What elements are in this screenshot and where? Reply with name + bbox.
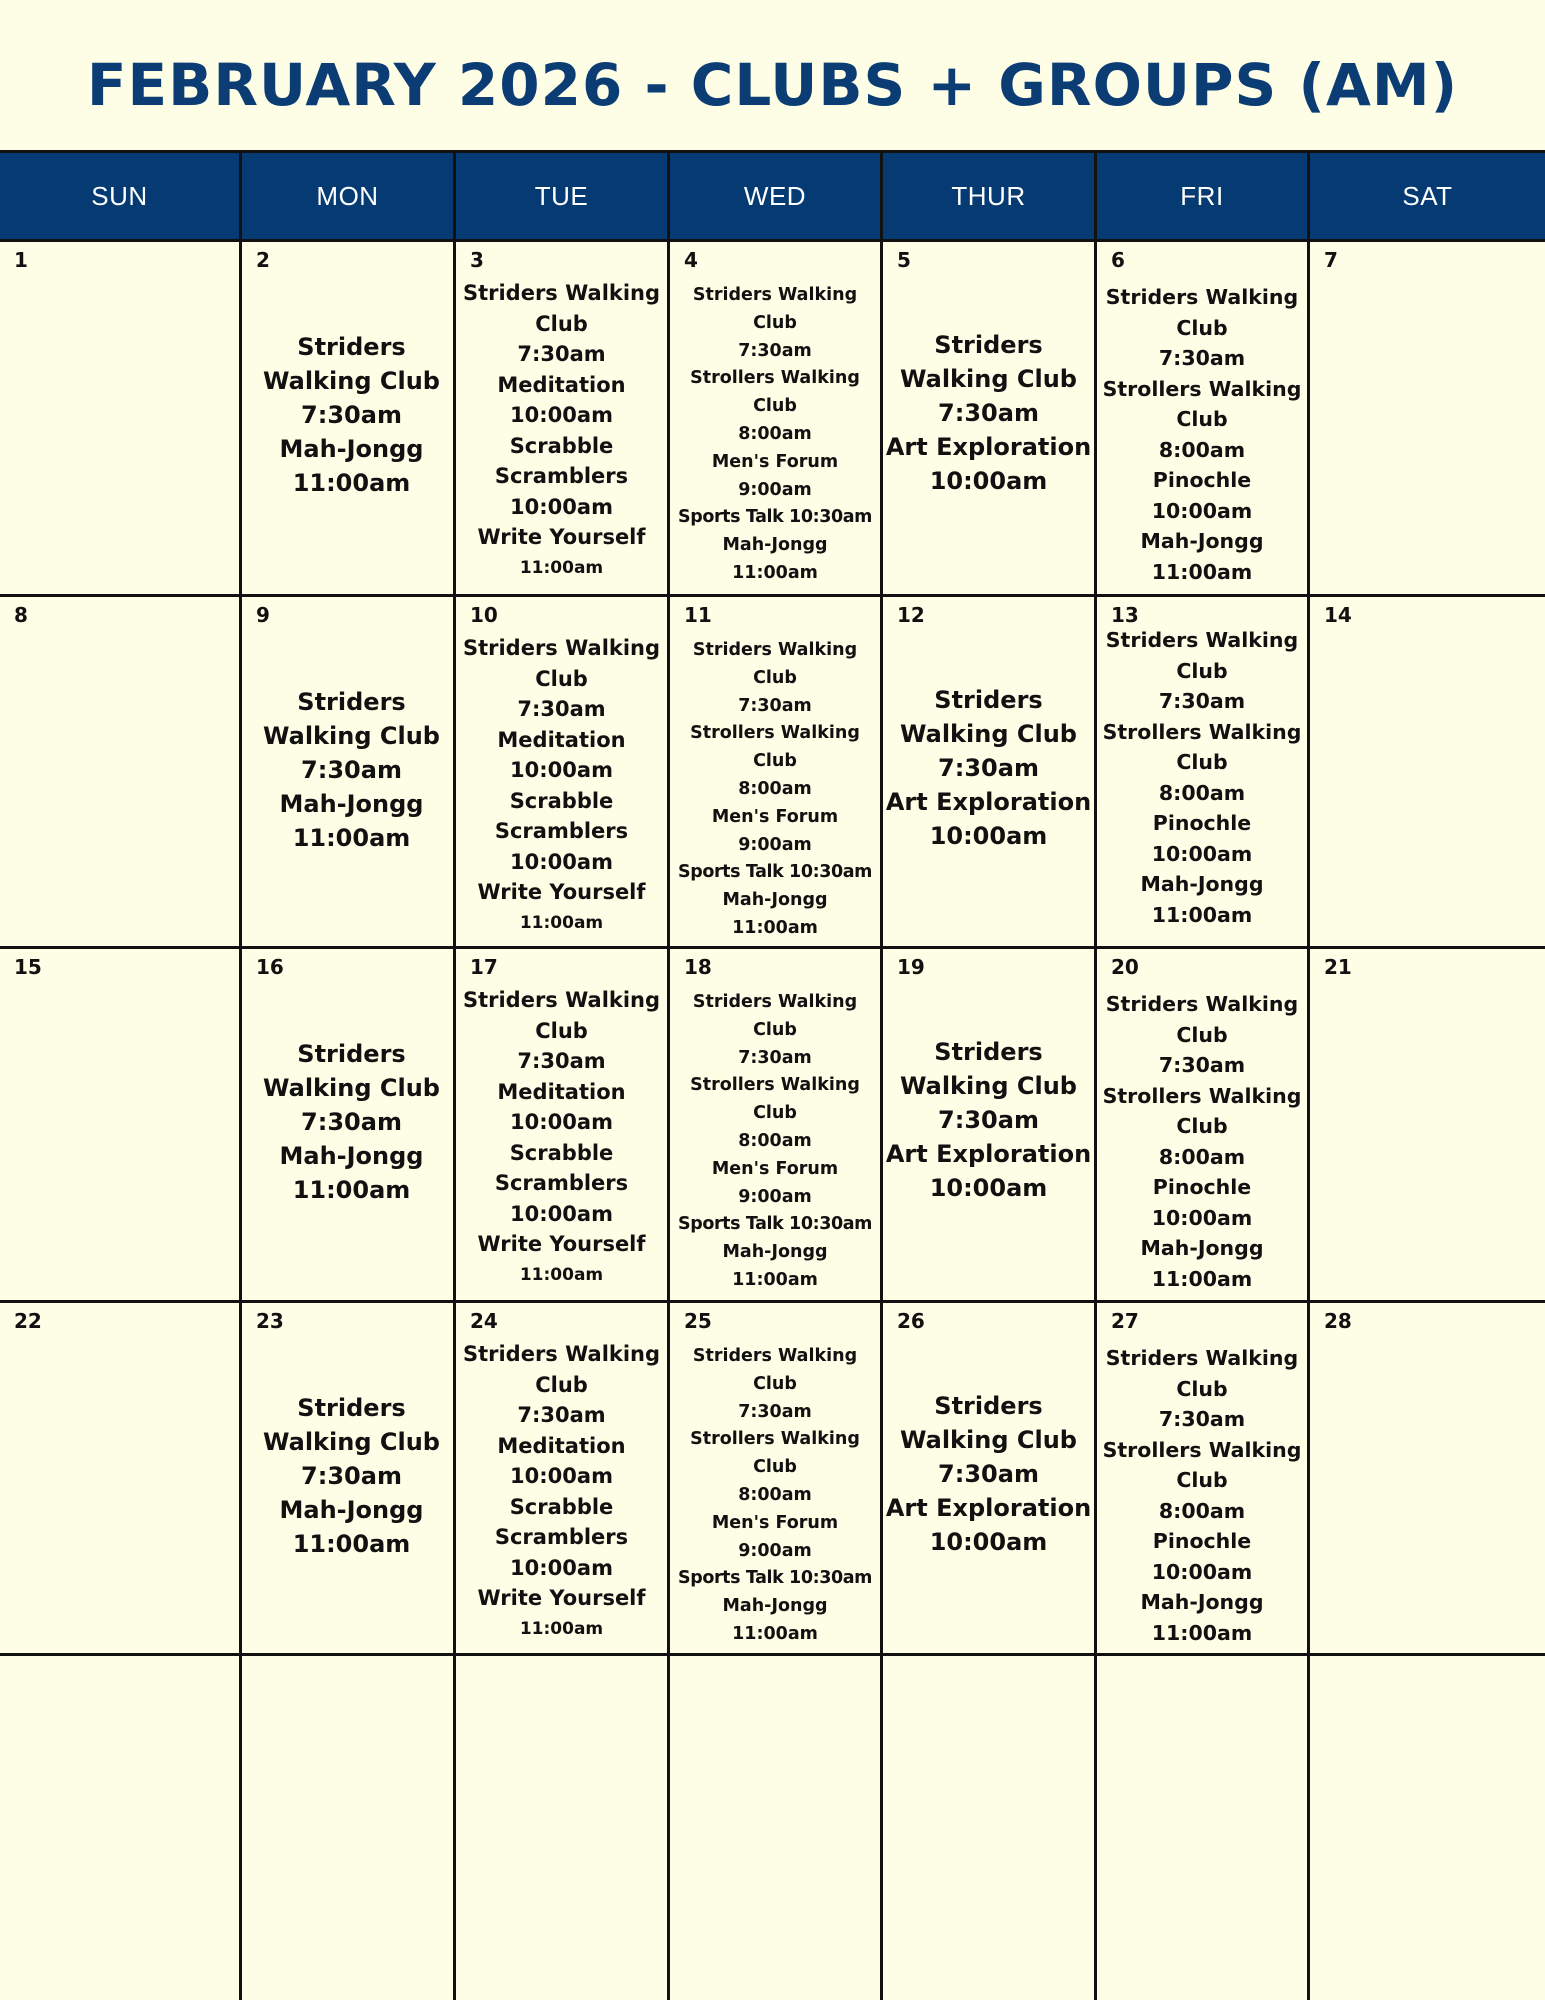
day-cell [242, 597, 456, 949]
event-line: 7:30am [301, 1462, 402, 1490]
event-line: Strollers Walking [690, 1075, 860, 1096]
event-line: Write Yourself [477, 525, 646, 549]
event-list [254, 1391, 449, 1561]
event-line: Mah-Jongg [279, 1496, 424, 1524]
weekday-fri: FRI [1097, 153, 1310, 239]
event-line: Scrabble [509, 433, 614, 458]
event-line: Strollers Walking [1102, 719, 1302, 744]
event-line: Scrabble [509, 1494, 614, 1519]
event-line: Striders Walking [1105, 285, 1299, 309]
event-line: 11:00am [292, 824, 411, 852]
event-list [460, 1339, 663, 1644]
event-line: Mah-Jongg [279, 1142, 424, 1170]
event-line: Striders Walking [692, 1346, 858, 1366]
day-cell [1097, 949, 1310, 1303]
day-cell [1310, 1656, 1545, 2000]
day-number: 28 [1324, 1309, 1352, 1333]
event-list [1099, 1343, 1305, 1648]
event-line: 11:00am [519, 557, 604, 578]
weekday-sun: SUN [0, 153, 242, 239]
event-line: Sports Talk 10:30am [677, 1214, 873, 1235]
event-line: 11:00am [732, 562, 818, 583]
event-line: Art Exploration [885, 788, 1092, 816]
event-line: Club [1176, 1114, 1228, 1138]
event-line: 11:00am [732, 1623, 818, 1644]
day-number: 11 [684, 603, 712, 627]
event-list [254, 1037, 449, 1207]
event-line: Mah-Jongg [1140, 872, 1264, 896]
event-line: Strollers Walking [690, 1429, 860, 1450]
day-cell [456, 597, 670, 949]
day-number: 4 [684, 248, 698, 272]
event-line: 11:00am [519, 1618, 604, 1639]
day-number: 12 [897, 603, 925, 627]
event-line: 8:00am [738, 1484, 812, 1505]
day-cell [456, 1303, 670, 1656]
event-line: Striders Walking Club [900, 1038, 1077, 1100]
event-line: 8:00am [1158, 1144, 1246, 1169]
day-cell [242, 242, 456, 597]
event-line: 10:00am [510, 1110, 613, 1134]
day-cell [1097, 242, 1310, 597]
event-line: 7:30am [1158, 1407, 1246, 1431]
event-line: Scrabble [509, 788, 614, 813]
weekday-mon: MON [242, 153, 456, 239]
day-cell [883, 597, 1097, 949]
event-line: Striders Walking [462, 988, 661, 1012]
day-cell [242, 1303, 456, 1656]
event-line: Mah-Jongg [722, 1242, 828, 1263]
event-line: 7:30am [1158, 1053, 1246, 1077]
event-line: Club [535, 311, 588, 336]
event-line: 10:00am [510, 403, 613, 427]
event-line: 7:30am [938, 1106, 1039, 1134]
event-line: Club [535, 666, 588, 691]
event-list [670, 1343, 880, 1649]
event-line: Scramblers [494, 1171, 629, 1195]
event-line: 9:00am [738, 1540, 812, 1561]
event-line: Striders Walking [692, 640, 858, 660]
event-line: 7:30am [301, 756, 402, 784]
event-line: 11:00am [732, 917, 818, 938]
weekday-wed: WED [670, 153, 883, 239]
day-cell [456, 1656, 670, 2000]
event-line: Club [535, 1372, 588, 1397]
event-line: Write Yourself [477, 1232, 646, 1256]
day-cell [670, 597, 883, 949]
event-line: 7:30am [517, 342, 606, 366]
event-line: 7:30am [738, 340, 812, 361]
event-line: 8:00am [1158, 780, 1246, 805]
day-cell [0, 1656, 242, 2000]
day-number: 16 [256, 955, 284, 979]
event-list [1099, 282, 1305, 587]
event-line: 10:00am [929, 1174, 1048, 1202]
event-line: Club [753, 667, 797, 688]
day-number: 21 [1324, 955, 1352, 979]
day-number: 7 [1324, 248, 1338, 272]
event-line: Club [753, 312, 797, 333]
event-line: 7:30am [1158, 689, 1246, 713]
event-line: 10:00am [929, 1528, 1048, 1556]
event-line: Scrabble [509, 1140, 614, 1165]
event-line: Club [535, 1018, 588, 1043]
event-line: 11:00am [1151, 559, 1253, 584]
day-number: 18 [684, 955, 712, 979]
event-line: 8:00am [738, 423, 812, 444]
day-cell [670, 949, 883, 1303]
event-line: Pinochle [1152, 811, 1252, 835]
event-line: Striders Walking [1105, 628, 1299, 652]
event-line: 7:30am [517, 1049, 606, 1073]
event-line: Striders Walking Club [900, 331, 1077, 393]
event-line: 8:00am [1158, 1498, 1246, 1523]
event-line: Art Exploration [885, 1140, 1092, 1168]
event-line: Meditation [497, 372, 626, 397]
event-line: 11:00am [519, 912, 604, 933]
event-line: Striders Walking [462, 1342, 661, 1366]
event-line: Striders Walking Club [900, 1392, 1077, 1454]
event-line: Mah-Jongg [722, 1596, 828, 1617]
day-number: 5 [897, 248, 911, 272]
day-cell [1310, 242, 1545, 597]
event-line: Strollers Walking [690, 723, 860, 744]
day-number: 9 [256, 603, 270, 627]
event-line: 7:30am [938, 399, 1039, 427]
event-line: Pinochle [1152, 1175, 1252, 1199]
event-line: 8:00am [738, 1130, 812, 1151]
event-line: Scramblers [494, 1525, 629, 1549]
event-line: Club [753, 1103, 797, 1124]
event-line: 7:30am [1158, 346, 1246, 370]
event-line: Club [1176, 658, 1228, 683]
event-line: Club [1176, 750, 1228, 774]
day-cell [1097, 1303, 1310, 1656]
event-line: 10:00am [510, 1464, 613, 1488]
event-line: 11:00am [292, 469, 411, 497]
event-line: Strollers Walking [1102, 1083, 1302, 1108]
day-number: 24 [470, 1309, 498, 1333]
event-line: Club [753, 1457, 797, 1478]
event-line: 11:00am [1151, 1620, 1253, 1645]
event-line: Club [753, 396, 797, 417]
day-cell [242, 949, 456, 1303]
event-line: 11:00am [1151, 1266, 1253, 1291]
event-line: Write Yourself [477, 880, 646, 904]
event-line: Striders Walking Club [900, 686, 1077, 748]
day-cell [0, 242, 242, 597]
event-line: Art Exploration [885, 1494, 1092, 1522]
day-cell [0, 597, 242, 949]
event-line: 11:00am [292, 1176, 411, 1204]
event-list [254, 685, 449, 855]
event-line: 10:00am [510, 849, 613, 874]
weekday-header [0, 150, 1545, 242]
event-list [460, 278, 663, 583]
day-cell [242, 1656, 456, 2000]
event-line: Striders Walking [692, 992, 858, 1012]
day-number: 25 [684, 1309, 712, 1333]
day-number: 27 [1111, 1309, 1139, 1333]
event-line: 8:00am [1158, 437, 1246, 462]
day-cell [1097, 1656, 1310, 2000]
day-cell [456, 242, 670, 597]
event-line: Mah-Jongg [1140, 529, 1264, 553]
event-line: Men's Forum [711, 451, 839, 472]
day-cell [883, 949, 1097, 1303]
event-list [670, 637, 880, 943]
event-line: 10:00am [510, 1201, 613, 1226]
event-line: 7:30am [738, 1401, 812, 1422]
event-line: Write Yourself [477, 1586, 646, 1610]
day-cell [670, 242, 883, 597]
event-line: 10:00am [510, 1555, 613, 1580]
event-line: Art Exploration [885, 433, 1092, 461]
weekday-tue: TUE [456, 153, 670, 239]
event-line: 8:00am [738, 778, 812, 799]
event-line: Sports Talk 10:30am [677, 1568, 873, 1589]
day-cell [1310, 1303, 1545, 1656]
day-number: 26 [897, 1309, 925, 1333]
day-number: 8 [14, 603, 28, 627]
day-number: 20 [1111, 955, 1139, 979]
weekday-thu: THUR [883, 153, 1097, 239]
day-cell [0, 1303, 242, 1656]
event-line: Club [1176, 1022, 1228, 1047]
event-line: 7:30am [938, 1460, 1039, 1488]
event-list [883, 683, 1094, 853]
event-line: Club [1176, 315, 1228, 340]
event-line: Mah-Jongg [1140, 1236, 1264, 1260]
day-cell [883, 1656, 1097, 2000]
event-list [460, 985, 663, 1290]
event-line: Club [1176, 1468, 1228, 1492]
day-cell [883, 242, 1097, 597]
event-line: Striders Walking [1105, 1346, 1299, 1370]
event-list [460, 633, 663, 938]
event-list [883, 328, 1094, 498]
event-line: Strollers Walking [1102, 376, 1302, 401]
day-number: 1 [14, 248, 28, 272]
event-line: Mah-Jongg [279, 435, 424, 463]
event-line: Meditation [497, 727, 626, 752]
day-cell [670, 1303, 883, 1656]
event-line: Sports Talk 10:30am [677, 862, 873, 883]
event-line: 10:00am [929, 467, 1048, 495]
event-line: 7:30am [517, 1403, 606, 1427]
day-cell [1097, 597, 1310, 949]
day-cell [670, 1656, 883, 2000]
event-list [254, 330, 449, 500]
event-line: Mah-Jongg [722, 890, 828, 911]
event-line: 10:00am [1151, 841, 1253, 866]
event-line: Club [753, 751, 797, 772]
event-line: Mah-Jongg [279, 790, 424, 818]
day-cell [456, 949, 670, 1303]
event-line: Club [753, 1373, 797, 1394]
event-line: 7:30am [738, 1047, 812, 1068]
event-line: 11:00am [1151, 902, 1253, 927]
event-line: Mah-Jongg [722, 535, 828, 556]
event-line: 11:00am [732, 1269, 818, 1290]
event-line: Meditation [497, 1079, 626, 1104]
event-line: 10:00am [1151, 1205, 1253, 1230]
event-list [883, 1389, 1094, 1559]
day-number: 6 [1111, 248, 1125, 272]
event-line: 7:30am [301, 1108, 402, 1136]
day-number: 23 [256, 1309, 284, 1333]
event-line: Club [1176, 407, 1228, 431]
event-line: Striders Walking Club [263, 1394, 440, 1456]
event-line: Striders Walking Club [263, 688, 440, 750]
event-line: 10:00am [510, 494, 613, 519]
event-line: Striders Walking [462, 636, 661, 660]
event-line: Sports Talk 10:30am [677, 507, 873, 528]
event-line: Scramblers [494, 464, 629, 488]
event-line: 10:00am [1151, 1559, 1253, 1584]
event-list [1099, 989, 1305, 1294]
event-line: 11:00am [292, 1530, 411, 1558]
event-line: Club [753, 1019, 797, 1040]
event-list [670, 989, 880, 1295]
event-line: Mah-Jongg [1140, 1590, 1264, 1614]
event-line: 10:00am [1151, 498, 1253, 523]
day-cell [883, 1303, 1097, 1656]
event-line: Club [1176, 1376, 1228, 1401]
event-line: 11:00am [519, 1264, 604, 1285]
event-line: Striders Walking [1105, 992, 1299, 1016]
event-line: Pinochle [1152, 468, 1252, 492]
page-title: FEBRUARY 2026 - CLUBS + GROUPS (AM) [86, 51, 1459, 119]
day-number: 2 [256, 248, 270, 272]
event-line: 9:00am [738, 479, 812, 500]
event-line: Men's Forum [711, 1158, 839, 1179]
event-list [883, 1035, 1094, 1205]
event-line: Men's Forum [711, 806, 839, 827]
event-line: Striders Walking Club [263, 1040, 440, 1102]
event-line: Striders Walking [462, 281, 661, 305]
event-line: Striders Walking Club [263, 333, 440, 395]
event-line: 7:30am [738, 695, 812, 716]
day-cell [1310, 597, 1545, 949]
event-line: Meditation [497, 1433, 626, 1458]
event-line: Pinochle [1152, 1529, 1252, 1553]
day-number: 10 [470, 603, 498, 627]
day-number: 22 [14, 1309, 42, 1333]
event-line: Strollers Walking [1102, 1437, 1302, 1462]
event-list [670, 282, 880, 588]
event-line: Scramblers [494, 819, 629, 843]
day-number: 15 [14, 955, 42, 979]
event-line: 10:00am [929, 822, 1048, 850]
event-line: 7:30am [938, 754, 1039, 782]
event-line: Men's Forum [711, 1512, 839, 1533]
event-line: 7:30am [517, 697, 606, 721]
event-line: 7:30am [301, 401, 402, 429]
event-list [1099, 625, 1305, 930]
event-line: 9:00am [738, 834, 812, 855]
event-line: 9:00am [738, 1186, 812, 1207]
day-number: 14 [1324, 603, 1352, 627]
day-cell [0, 949, 242, 1303]
event-line: 10:00am [510, 758, 613, 782]
event-line: Strollers Walking [690, 368, 860, 389]
day-number: 17 [470, 955, 498, 979]
day-number: 13 [1111, 603, 1139, 627]
calendar-grid [0, 242, 1545, 2000]
event-line: Striders Walking [692, 285, 858, 305]
day-cell [1310, 949, 1545, 1303]
day-number: 3 [470, 248, 484, 272]
weekday-sat: SAT [1402, 181, 1453, 211]
day-number: 19 [897, 955, 925, 979]
